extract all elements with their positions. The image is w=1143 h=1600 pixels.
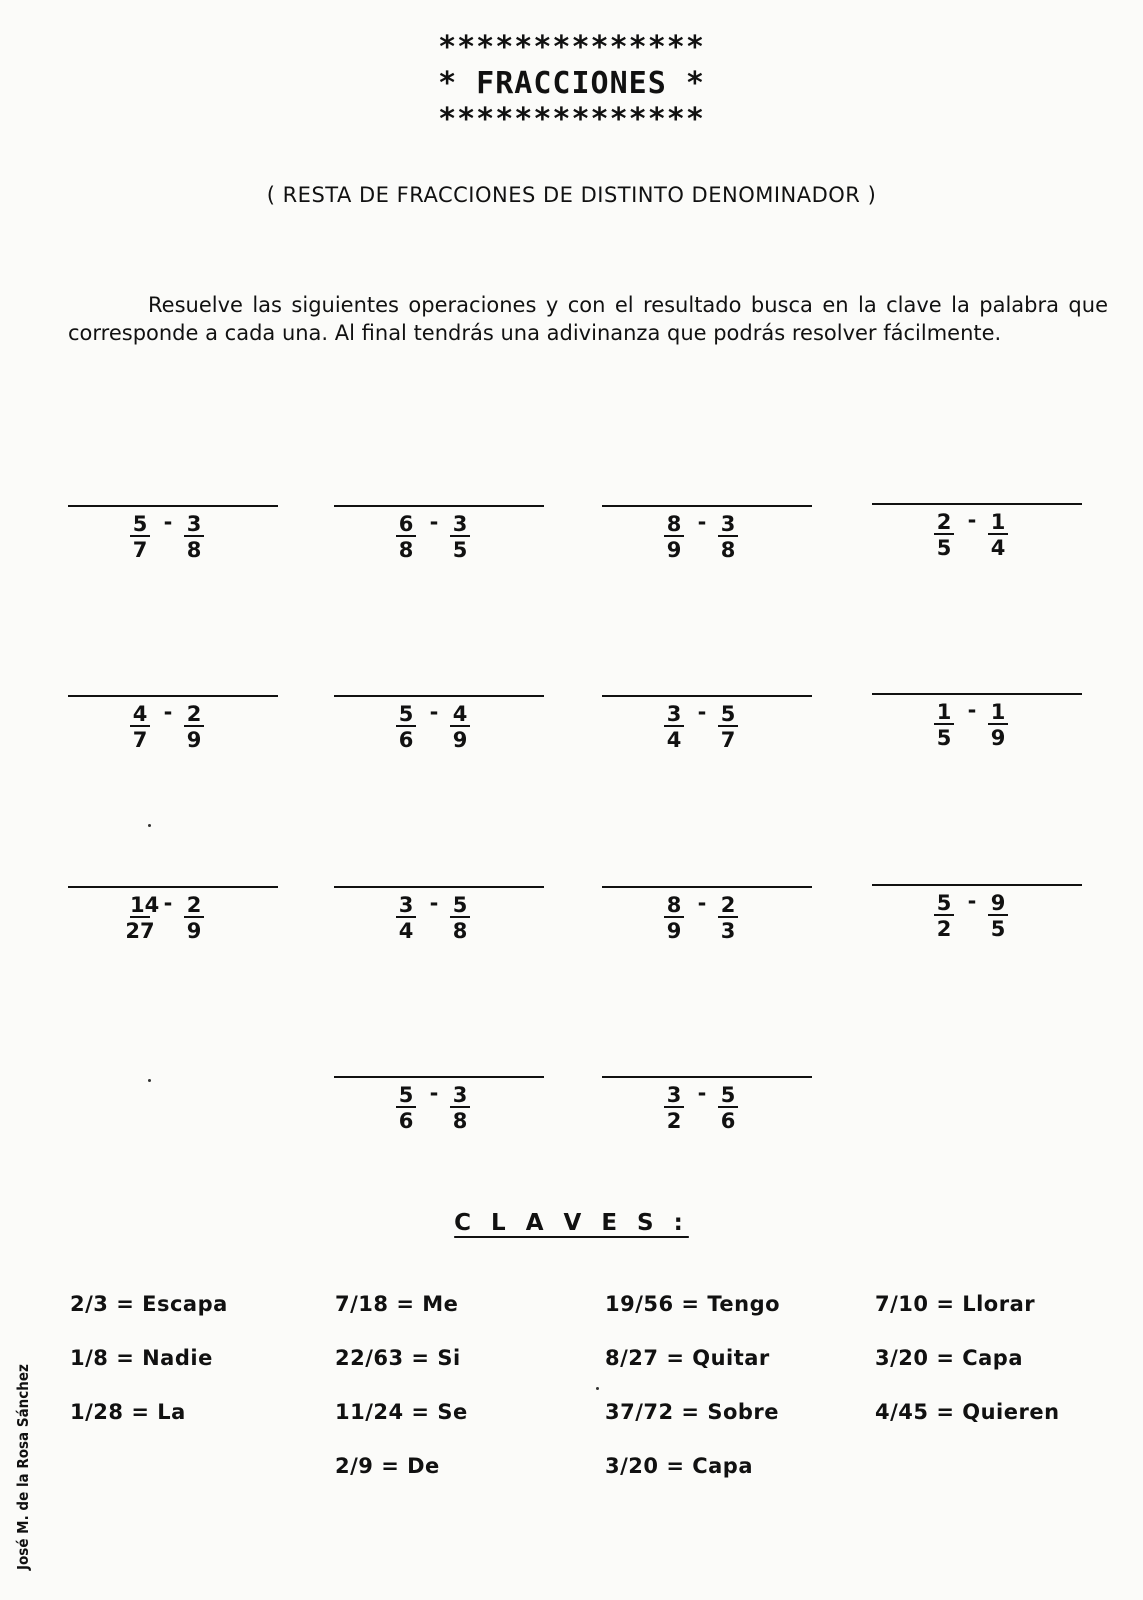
denominator: 9: [666, 919, 682, 943]
numerator: 5: [934, 892, 954, 916]
fraction-exercise: [334, 886, 544, 956]
clave-item: 2/3 = Escapa: [70, 1292, 228, 1316]
numerator: 4: [130, 703, 150, 727]
fraction-b: [442, 703, 478, 753]
denominator: 6: [720, 1109, 736, 1133]
clave-item: 1/8 = Nadie: [70, 1346, 213, 1370]
denominator: 3: [720, 919, 736, 943]
numerator: 5: [450, 894, 470, 918]
fraction-exercise: [68, 695, 278, 765]
answer-line[interactable]: [334, 886, 544, 888]
clave-item: 1/28 = La: [70, 1400, 186, 1424]
clave-item: 8/27 = Quitar: [605, 1346, 770, 1370]
fraction-exercise: [602, 1076, 812, 1146]
numerator: 6: [396, 513, 416, 537]
minus-sign: -: [967, 698, 977, 722]
answer-line[interactable]: [334, 695, 544, 697]
fraction-exercise: [334, 695, 544, 765]
numerator: 8: [664, 894, 684, 918]
clave-item: 7/10 = Llorar: [875, 1292, 1036, 1316]
numerator: 5: [130, 513, 150, 537]
minus-sign: -: [697, 510, 707, 534]
denominator: 5: [936, 536, 952, 560]
numerator: 2: [184, 894, 204, 918]
denominator: 9: [452, 728, 468, 752]
fraction-a: [926, 892, 962, 942]
answer-line[interactable]: [334, 1076, 544, 1078]
answer-line[interactable]: [68, 886, 278, 888]
numerator: 8: [664, 513, 684, 537]
minus-sign: -: [429, 510, 439, 534]
fraction-a: [122, 894, 158, 944]
claves-heading-text: C L A V E S :: [454, 1210, 689, 1236]
fraction-b: [176, 513, 212, 563]
claves-column: [605, 1290, 780, 1506]
denominator: 7: [720, 728, 736, 752]
paper-speck: [596, 1387, 599, 1390]
denominator: 9: [666, 538, 682, 562]
fraction-b: [980, 892, 1016, 942]
claves-column: [875, 1290, 1060, 1452]
fraction-exercise: [872, 693, 1082, 763]
denominator: 8: [720, 538, 736, 562]
minus-sign: -: [163, 510, 173, 534]
fraction-exercise: [68, 505, 278, 575]
instructions-paragraph: Resuelve las siguientes operaciones y con el resultado busca en la clave la palabra que corresponde a cada una. Al final tendrás una adivinanza que podrás resolver fácilmente.: [68, 293, 1108, 345]
fraction-a: [388, 894, 424, 944]
fraction-b: [710, 1084, 746, 1134]
denominator: 8: [452, 919, 468, 943]
fraction-b: [442, 513, 478, 563]
clave-item: 3/20 = Capa: [605, 1454, 754, 1478]
minus-sign: -: [697, 1081, 707, 1105]
denominator: 2: [936, 917, 952, 941]
numerator: 3: [664, 703, 684, 727]
numerator: 9: [988, 892, 1008, 916]
clave-item: 11/24 = Se: [335, 1400, 468, 1424]
denominator: 8: [186, 538, 202, 562]
author-credit: [14, 1364, 44, 1570]
denominator: 5: [452, 538, 468, 562]
minus-sign: -: [429, 700, 439, 724]
fraction-a: [388, 1084, 424, 1134]
fraction-exercise: [334, 1076, 544, 1146]
fraction-a: [656, 894, 692, 944]
stars-bottom: **************: [438, 102, 705, 137]
numerator: 3: [184, 513, 204, 537]
answer-line[interactable]: [872, 693, 1082, 695]
clave-item: 19/56 = Tengo: [605, 1292, 781, 1316]
numerator: 1: [934, 701, 954, 725]
fraction-a: [122, 513, 158, 563]
numerator: 4: [450, 703, 470, 727]
fraction-b: [442, 1084, 478, 1134]
denominator: 7: [132, 538, 148, 562]
clave-item: 22/63 = Si: [335, 1346, 461, 1370]
fraction-b: [980, 701, 1016, 751]
numerator: 5: [718, 703, 738, 727]
denominator: 9: [186, 919, 202, 943]
numerator: 3: [664, 1084, 684, 1108]
denominator: 5: [990, 917, 1006, 941]
denominator: 4: [398, 919, 414, 943]
minus-sign: -: [163, 891, 173, 915]
fraction-a: [926, 701, 962, 751]
denominator: 9: [990, 726, 1006, 750]
answer-line[interactable]: [334, 505, 544, 507]
paper-speck: [148, 824, 151, 827]
numerator: 2: [184, 703, 204, 727]
fraction-exercise: [68, 886, 278, 956]
clave-item: 4/45 = Quieren: [875, 1400, 1060, 1424]
fraction-a: [388, 703, 424, 753]
page-title: * FRACCIONES *: [438, 66, 705, 101]
author-name: José M. de la Rosa Sánchez: [14, 1364, 32, 1570]
claves-heading: [0, 1210, 1143, 1236]
numerator: 3: [450, 1084, 470, 1108]
clave-item: 7/18 = Me: [335, 1292, 459, 1316]
denominator: 8: [398, 538, 414, 562]
fraction-b: [442, 894, 478, 944]
denominator: 5: [936, 726, 952, 750]
fraction-exercise: [334, 505, 544, 575]
minus-sign: -: [967, 508, 977, 532]
fraction-a: [926, 511, 962, 561]
answer-line[interactable]: [872, 503, 1082, 505]
denominator: 2: [666, 1109, 682, 1133]
numerator: 1: [988, 511, 1008, 535]
minus-sign: -: [429, 891, 439, 915]
numerator: 2: [934, 511, 954, 535]
fraction-a: [122, 703, 158, 753]
fraction-b: [710, 894, 746, 944]
fraction-exercise: [872, 884, 1082, 954]
answer-line[interactable]: [602, 886, 812, 888]
answer-line[interactable]: [602, 1076, 812, 1078]
minus-sign: -: [163, 700, 173, 724]
clave-item: 2/9 = De: [335, 1454, 440, 1478]
claves-column: [335, 1290, 468, 1506]
numerator: 3: [450, 513, 470, 537]
answer-line[interactable]: [68, 695, 278, 697]
numerator: 5: [396, 1084, 416, 1108]
denominator: 6: [398, 1109, 414, 1133]
denominator: 27: [125, 919, 155, 943]
fraction-exercise: [602, 505, 812, 575]
clave-item: 37/72 = Sobre: [605, 1400, 780, 1424]
denominator: 6: [398, 728, 414, 752]
fraction-exercise: [872, 503, 1082, 573]
numerator: 2: [718, 894, 738, 918]
minus-sign: -: [697, 700, 707, 724]
denominator: 9: [186, 728, 202, 752]
fraction-a: [656, 1084, 692, 1134]
fraction-b: [176, 703, 212, 753]
denominator: 8: [452, 1109, 468, 1133]
denominator: 4: [990, 536, 1006, 560]
answer-line[interactable]: [602, 505, 812, 507]
fraction-a: [656, 703, 692, 753]
numerator: 5: [396, 703, 416, 727]
fraction-exercise: [602, 886, 812, 956]
fraction-exercise: [602, 695, 812, 765]
minus-sign: -: [429, 1081, 439, 1105]
fraction-a: [656, 513, 692, 563]
fraction-b: [710, 703, 746, 753]
answer-line[interactable]: [68, 505, 278, 507]
claves-column: [70, 1290, 228, 1452]
stars-top: **************: [438, 30, 705, 65]
numerator: 1: [988, 701, 1008, 725]
answer-line[interactable]: [872, 884, 1082, 886]
denominator: 7: [132, 728, 148, 752]
fraction-b: [710, 513, 746, 563]
minus-sign: -: [697, 891, 707, 915]
numerator: 3: [396, 894, 416, 918]
numerator: 5: [718, 1084, 738, 1108]
fraction-b: [176, 894, 212, 944]
numerator: 3: [718, 513, 738, 537]
fraction-b: [980, 511, 1016, 561]
paper-speck: [148, 1079, 151, 1082]
header-title-block: [0, 30, 1143, 138]
denominator: 4: [666, 728, 682, 752]
subtitle: ( RESTA DE FRACCIONES DE DISTINTO DENOMINADOR ): [266, 183, 877, 207]
clave-item: 3/20 = Capa: [875, 1346, 1024, 1370]
numerator: 14: [130, 893, 160, 917]
answer-line[interactable]: [602, 695, 812, 697]
minus-sign: -: [967, 889, 977, 913]
fraction-a: [388, 513, 424, 563]
